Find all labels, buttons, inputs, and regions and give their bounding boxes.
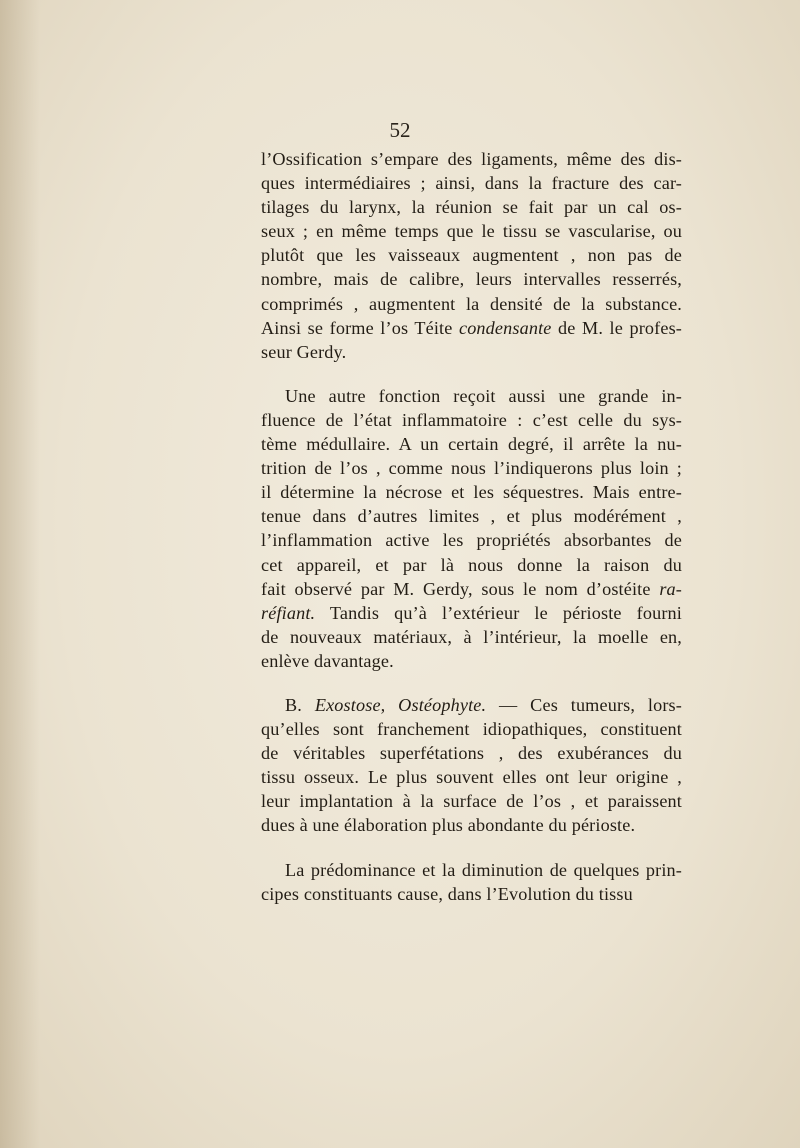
text-line: seur Gerdy. [261,341,347,362]
paragraph [261,693,682,838]
text-line: trition de l’os , comme nous l’indiquerons plus loin ; [261,458,682,479]
text-line [261,316,682,340]
text-line: plutôt que les vaisseaux augmentent , non pas de [261,245,682,266]
text-line: l’Ossification s’empare des ligaments, même des dis- [261,149,682,169]
text-line: enlève davantage. [261,650,394,671]
text-line: La prédominance et la diminution de quelques prin- [285,859,682,880]
text-line: de véritables superfétations , des exubérances du [261,743,682,764]
text-line: cipes constituants cause, dans l’Evolution du tissu [261,883,633,904]
italic-term: condensante [458,317,552,338]
text-line: il détermine la nécrose et les séquestres. Mais entre- [261,482,682,503]
text-line [261,577,682,601]
text-line: seux ; en même temps que le tissu se vascularise, ou [261,221,682,242]
text-line: fluence de l’état inflammatoire : c’est celle du sys- [261,409,682,430]
text-line [261,601,682,625]
paragraph [261,384,682,673]
text-run: — Ces tumeurs, lors- [486,694,682,715]
text-line: tilages du larynx, la réunion se fait par un cal os- [261,197,682,218]
text-line: tissu osseux. Le plus souvent elles ont leur origine , [261,767,682,788]
italic-term: Exostose, Ostéophyte. [314,694,487,715]
text-run: Ainsi se forme l’os Téite [261,317,459,338]
italic-term: ra- [659,578,682,599]
text-line: leur implantation à la surface de l’os , et paraissent [261,791,682,812]
text-line: l’inflammation active les propriétés absorbantes de [261,530,682,551]
text-run: de M. le profes- [551,317,683,338]
text-line [261,693,682,717]
paragraph-gap [261,364,682,384]
paragraph [261,147,682,364]
paragraph-gap [261,673,682,693]
text-line: comprimés , augmentent la densité de la substance. [261,293,682,314]
text-line: nombre, mais de calibre, leurs intervalles resserrés, [261,269,682,290]
text-line: Une autre fonction reçoit aussi une grande in- [285,385,682,406]
italic-term: réfiant. [261,602,316,623]
paragraph-gap [261,838,682,858]
text-line: ques intermédiaires ; ainsi, dans la fracture des car- [261,173,682,194]
text-line: qu’elles sont franchement idiopathiques, constituent [261,719,682,740]
text-line: tème médullaire. A un certain degré, il arrête la nu- [261,434,682,455]
text-line: cet appareil, et par là nous donne la raison du [261,554,682,575]
page-edge-shadow [0,0,40,1148]
body-text [261,147,682,906]
text-run: B. [285,694,315,715]
text-run: fait observé par M. Gerdy, sous le nom d’ostéite [261,578,660,599]
text-line: tenue dans d’autres limites , et plus modérément , [261,506,682,527]
text-line: de nouveaux matériaux, à l’intérieur, la moelle en, [261,626,682,647]
page-number: 52 [389,118,411,142]
text-run: Tandis qu’à l’extérieur le périoste fourni [315,602,682,623]
paragraph [261,858,682,906]
text-line: dues à une élaboration plus abondante du périoste. [261,815,636,836]
